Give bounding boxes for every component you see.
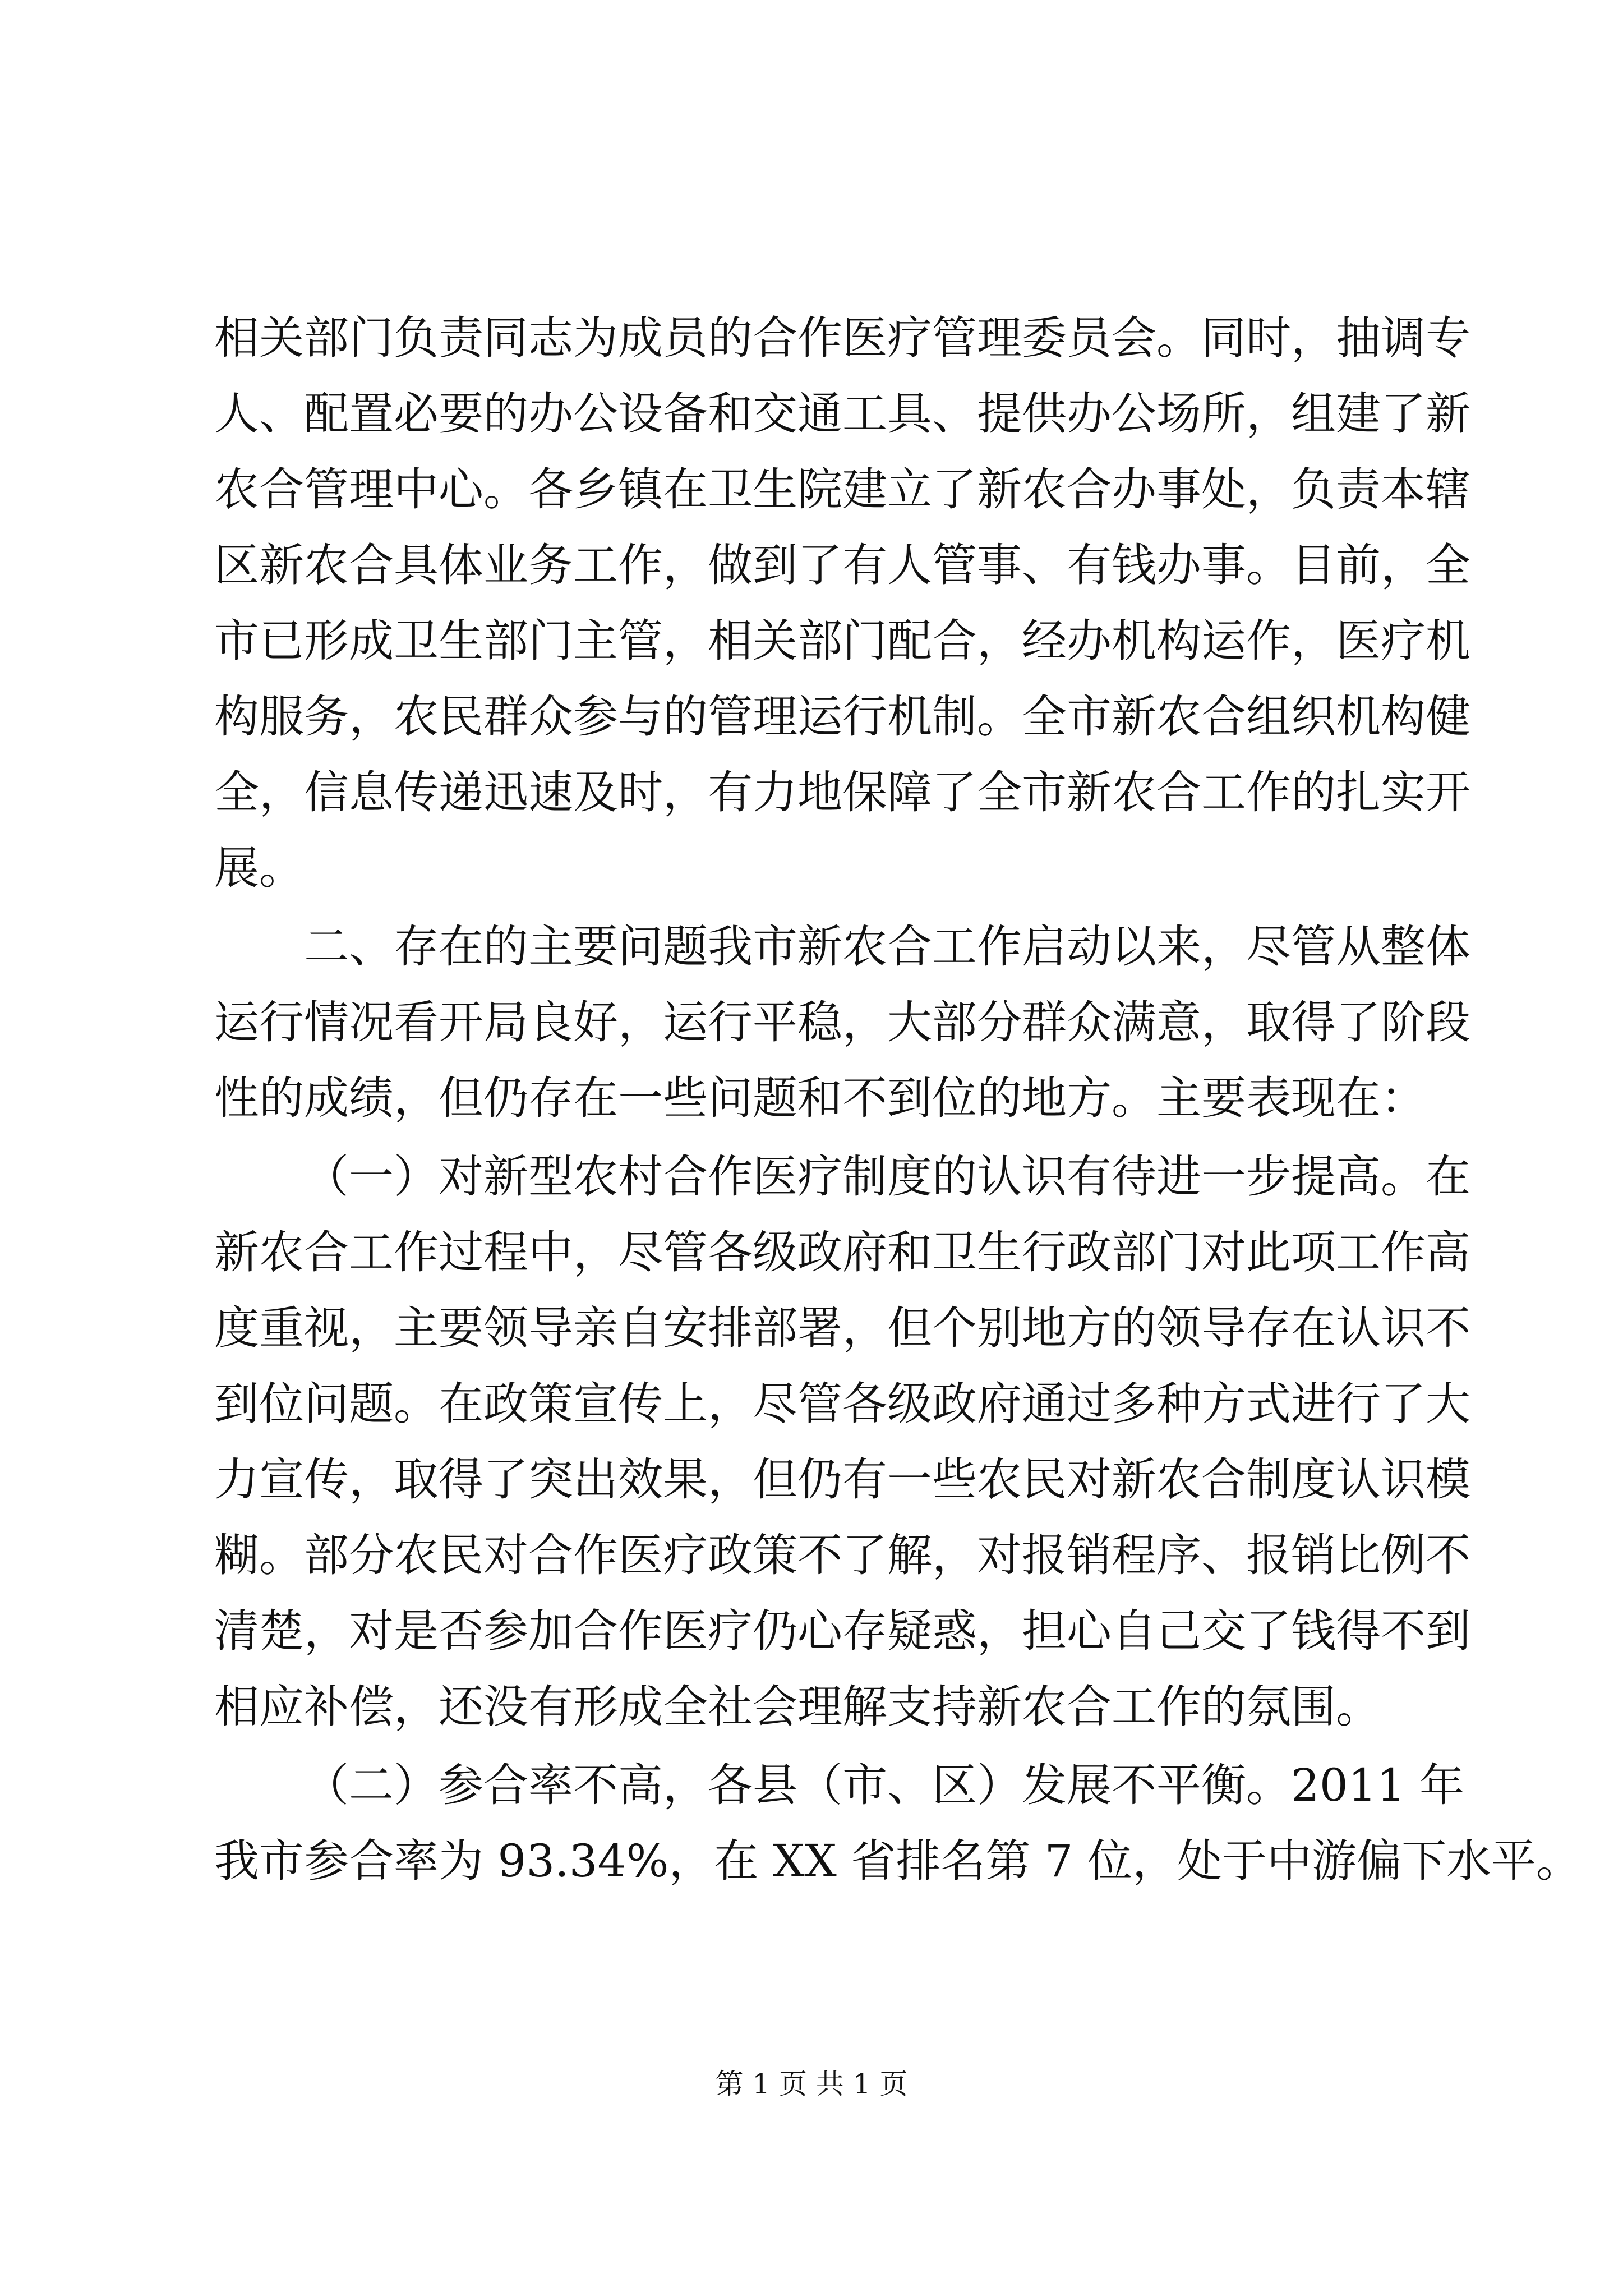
text-line: 力宣传，取得了突出效果，但仍有一些农民对新农合制度认识模 bbox=[214, 1453, 1470, 1506]
text-line: 清楚，对是否参加合作医疗仍心存疑惑，担心自己交了钱得不到 bbox=[214, 1605, 1470, 1657]
text-line: 区新农合具体业务工作，做到了有人管事、有钱办事。目前，全 bbox=[214, 539, 1470, 591]
text-line: 相应补偿，还没有形成全社会理解支持新农合工作的氛围。 bbox=[214, 1681, 1381, 1733]
text-line: 市已形成卫生部门主管，相关部门配合，经办机构运作，医疗机 bbox=[214, 615, 1470, 667]
text-line: 度重视，主要领导亲自安排部署，但个别地方的领导存在认识不 bbox=[214, 1302, 1470, 1354]
text-line: 相关部门负责同志为成员的合作医疗管理委员会。同时，抽调专 bbox=[214, 312, 1470, 364]
text-line: 性的成绩，但仍存在一些问题和不到位的地方。主要表现在： bbox=[214, 1072, 1426, 1124]
text-line: 展。 bbox=[214, 842, 304, 894]
text-line: 运行情况看开局良好，运行平稳，大部分群众满意，取得了阶段 bbox=[214, 996, 1470, 1048]
text-line: 农合管理中心。各乡镇在卫生院建立了新农合办事处，负责本辖 bbox=[214, 463, 1470, 516]
text-line: 我市参合率为 93.34%，在 XX 省排名第 7 位，处于中游偏下水平。 bbox=[214, 1835, 1581, 1887]
page-footer: 第 1 页 共 1 页 bbox=[715, 2068, 908, 2100]
subsection-heading-line: （二）参合率不高，各县（市、区）发展不平衡。2011 年 bbox=[304, 1759, 1465, 1811]
text-line: 全，信息传递迅速及时，有力地保障了全市新农合工作的扎实开 bbox=[214, 766, 1470, 818]
subsection-heading-line: （一）对新型农村合作医疗制度的认识有待进一步提高。在 bbox=[304, 1151, 1470, 1203]
text-line: 人、配置必要的办公设备和交通工具、提供办公场所，组建了新 bbox=[214, 388, 1470, 440]
text-line: 糊。部分农民对合作医疗政策不了解，对报销程序、报销比例不 bbox=[214, 1529, 1470, 1581]
text-line: 构服务，农民群众参与的管理运行机制。全市新农合组织机构健 bbox=[214, 691, 1470, 743]
text-line: 到位问题。在政策宣传上，尽管各级政府通过多种方式进行了大 bbox=[214, 1378, 1470, 1430]
text-line: 新农合工作过程中，尽管各级政府和卫生行政部门对此项工作高 bbox=[214, 1226, 1470, 1278]
section-heading-line: 二、存在的主要问题我市新农合工作启动以来，尽管从整体 bbox=[304, 921, 1470, 973]
